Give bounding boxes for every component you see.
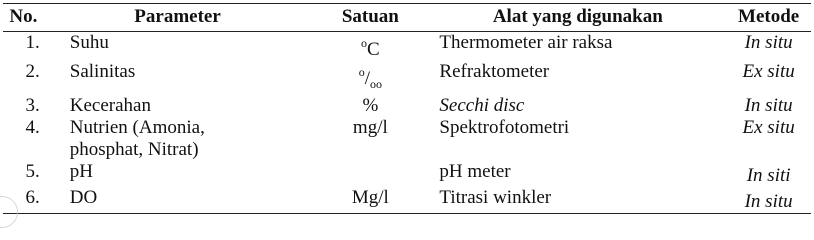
- row-no: 3.: [25, 95, 40, 116]
- parameter-table: [3, 3, 811, 214]
- table-row: [3, 32, 811, 62]
- satuan-superscript: o: [358, 65, 365, 79]
- header-metode: Metode: [738, 6, 800, 27]
- row-alat: Spektrofotometri: [439, 117, 570, 138]
- row-parameter: Suhu: [69, 32, 109, 53]
- row-alat: pH meter: [439, 161, 511, 182]
- row-alat: Thermometer air raksa: [439, 32, 613, 53]
- row-satuan: [311, 32, 429, 62]
- row-parameter: DO: [69, 187, 98, 208]
- row-parameter: pH: [69, 161, 93, 182]
- row-no: 2.: [25, 61, 40, 82]
- parameter-line-1: Nutrien (Amonia,: [69, 117, 205, 138]
- header-parameter: Parameter: [134, 6, 221, 27]
- table-row: [3, 95, 811, 117]
- row-no: 6.: [25, 187, 40, 208]
- row-alat: Refraktometer: [439, 61, 550, 82]
- satuan-main: C: [367, 39, 380, 60]
- row-metode: In situ: [744, 191, 793, 212]
- row-satuan: [311, 61, 429, 95]
- header-satuan: Satuan: [341, 6, 399, 27]
- table-row: [3, 187, 811, 214]
- row-metode: In siti: [746, 165, 791, 186]
- row-satuan: mg/l: [352, 117, 388, 138]
- row-parameter: [44, 117, 312, 161]
- row-no: 4.: [25, 117, 40, 138]
- parameter-line-2: phosphat, Nitrat): [69, 139, 199, 160]
- satuan-superscript: o: [361, 36, 367, 50]
- row-metode: In situ: [744, 95, 793, 116]
- row-metode: Ex situ: [742, 61, 795, 82]
- row-satuan: [311, 161, 429, 187]
- row-satuan: Mg/l: [351, 187, 389, 208]
- table-header-row: [3, 4, 811, 32]
- satuan-main: /: [364, 68, 370, 89]
- row-no: 5.: [25, 161, 40, 182]
- row-alat: Titrasi winkler: [439, 187, 552, 208]
- header-no: No.: [9, 6, 38, 27]
- table-row: [3, 61, 811, 95]
- row-no: 1.: [25, 32, 40, 53]
- row-alat: Secchi disc: [439, 95, 525, 116]
- satuan-subscript: oo: [369, 77, 382, 91]
- row-satuan: %: [362, 95, 379, 116]
- header-alat: Alat yang digunakan: [492, 6, 663, 27]
- row-parameter: Salinitas: [69, 61, 136, 82]
- row-metode: Ex situ: [742, 117, 795, 138]
- row-metode: In situ: [744, 32, 793, 53]
- table-row: [3, 117, 811, 161]
- table-row: [3, 161, 811, 187]
- row-parameter: Kecerahan: [69, 95, 151, 116]
